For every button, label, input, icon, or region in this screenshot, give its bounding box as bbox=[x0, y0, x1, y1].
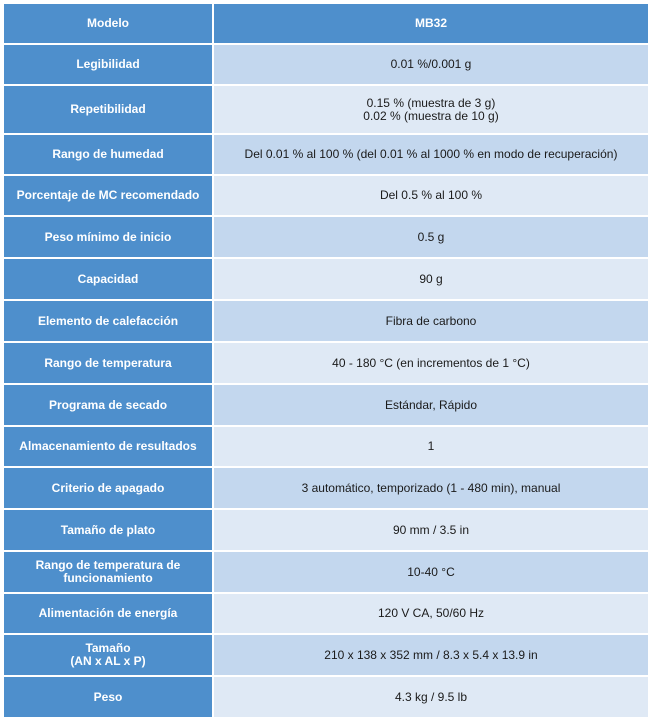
spec-value-text: Del 0.5 % al 100 % bbox=[379, 188, 483, 202]
spec-value-cell bbox=[214, 677, 648, 717]
spec-value-text: Del 0.01 % al 100 % (del 0.01 % al 1000 % en modo de recuperación) bbox=[244, 147, 618, 161]
header-label-cell: Modelo bbox=[4, 4, 212, 43]
table-row bbox=[4, 427, 648, 466]
spec-value-text: 0.5 g bbox=[417, 229, 445, 244]
spec-label-cell bbox=[4, 635, 212, 675]
spec-label-cell bbox=[4, 135, 212, 174]
spec-label-cell bbox=[4, 594, 212, 633]
spec-label-text: Capacidad bbox=[77, 271, 139, 286]
spec-label-text: Peso bbox=[93, 689, 123, 704]
table-row bbox=[4, 301, 648, 341]
spec-value-text: 90 g bbox=[419, 271, 443, 286]
spec-value-text: 40 - 180 °C (en incrementos de 1 °C) bbox=[332, 355, 530, 370]
spec-label-text: Legibilidad bbox=[76, 57, 140, 71]
spec-label-text: Criterio de apagado bbox=[51, 480, 165, 495]
spec-label-cell bbox=[4, 301, 212, 341]
spec-value-text: 3 automático, temporizado (1 - 480 min), manual bbox=[301, 480, 561, 495]
spec-label-cell bbox=[4, 427, 212, 466]
spec-label-cell bbox=[4, 510, 212, 550]
spec-label-cell bbox=[4, 385, 212, 425]
spec-value-text: Fibra de carbono bbox=[385, 313, 477, 328]
table-header-row bbox=[4, 4, 648, 43]
spec-value-text: 4.3 kg / 9.5 lb bbox=[394, 689, 468, 704]
table-row bbox=[4, 594, 648, 633]
spec-value-cell bbox=[214, 510, 648, 550]
table-row bbox=[4, 45, 648, 84]
spec-value-cell bbox=[214, 135, 648, 174]
spec-label-text: Peso mínimo de inicio bbox=[44, 229, 172, 244]
spec-value-text: 10-40 °C bbox=[407, 564, 455, 579]
spec-label-text: Almacenamiento de resultados bbox=[19, 439, 197, 453]
table-row bbox=[4, 176, 648, 215]
spec-label-cell bbox=[4, 45, 212, 84]
table-row bbox=[4, 468, 648, 508]
spec-label-cell bbox=[4, 217, 212, 257]
table-row bbox=[4, 135, 648, 174]
spec-value-text: 90 mm / 3.5 in bbox=[392, 522, 470, 537]
spec-value-cell bbox=[214, 343, 648, 383]
spec-label-text: Rango de temperatura bbox=[44, 355, 172, 370]
spec-label-text: Rango de humedad bbox=[52, 147, 164, 161]
spec-value-cell bbox=[214, 427, 648, 466]
spec-value-cell bbox=[214, 552, 648, 592]
table-row bbox=[4, 217, 648, 257]
spec-value-cell bbox=[214, 86, 648, 133]
spec-value-text: 1 bbox=[427, 439, 435, 453]
table-row bbox=[4, 343, 648, 383]
spec-label-text: Tamaño bbox=[85, 641, 131, 655]
table-row bbox=[4, 259, 648, 299]
table-row bbox=[4, 385, 648, 425]
table-row bbox=[4, 510, 648, 550]
spec-label-text: Alimentación de energía bbox=[38, 606, 178, 620]
spec-value-text: 210 x 138 x 352 mm / 8.3 x 5.4 x 13.9 in bbox=[324, 647, 538, 662]
spec-label-text: funcionamiento bbox=[63, 571, 153, 585]
spec-label-text: Porcentaje de MC recomendado bbox=[16, 188, 200, 202]
spec-value-text: 0.02 % (muestra de 10 g) bbox=[363, 108, 499, 123]
spec-label-text: Elemento de calefacción bbox=[37, 313, 179, 328]
table-row bbox=[4, 635, 648, 675]
header-value-cell: MB32 bbox=[214, 4, 648, 43]
spec-value-cell bbox=[214, 301, 648, 341]
spec-label-cell bbox=[4, 176, 212, 215]
spec-value-cell bbox=[214, 594, 648, 633]
specification-table bbox=[2, 2, 650, 719]
spec-value-cell bbox=[214, 217, 648, 257]
spec-value-cell bbox=[214, 385, 648, 425]
spec-value-text: Estándar, Rápido bbox=[384, 397, 478, 412]
spec-value-cell bbox=[214, 259, 648, 299]
spec-label-text: Rango de temperatura de bbox=[35, 558, 181, 572]
spec-value-text: 0.15 % (muestra de 3 g) bbox=[366, 95, 496, 110]
spec-label-cell bbox=[4, 677, 212, 717]
table-row bbox=[4, 552, 648, 592]
spec-label-text: Repetibilidad bbox=[70, 102, 146, 116]
spec-label-text: Tamaño de plato bbox=[60, 522, 156, 537]
spec-label-cell bbox=[4, 468, 212, 508]
spec-label-cell bbox=[4, 552, 212, 592]
spec-value-cell bbox=[214, 635, 648, 675]
spec-value-cell bbox=[214, 176, 648, 215]
spec-label-cell bbox=[4, 343, 212, 383]
spec-label-cell bbox=[4, 259, 212, 299]
table-row bbox=[4, 677, 648, 717]
spec-label-text: Programa de secado bbox=[48, 397, 168, 412]
spec-label-text: (AN x AL x P) bbox=[70, 654, 146, 668]
spec-label-cell bbox=[4, 86, 212, 133]
spec-value-cell bbox=[214, 468, 648, 508]
spec-value-text: 0.01 %/0.001 g bbox=[390, 57, 472, 71]
table-row bbox=[4, 86, 648, 133]
spec-value-cell bbox=[214, 45, 648, 84]
spec-value-text: 120 V CA, 50/60 Hz bbox=[377, 606, 485, 620]
